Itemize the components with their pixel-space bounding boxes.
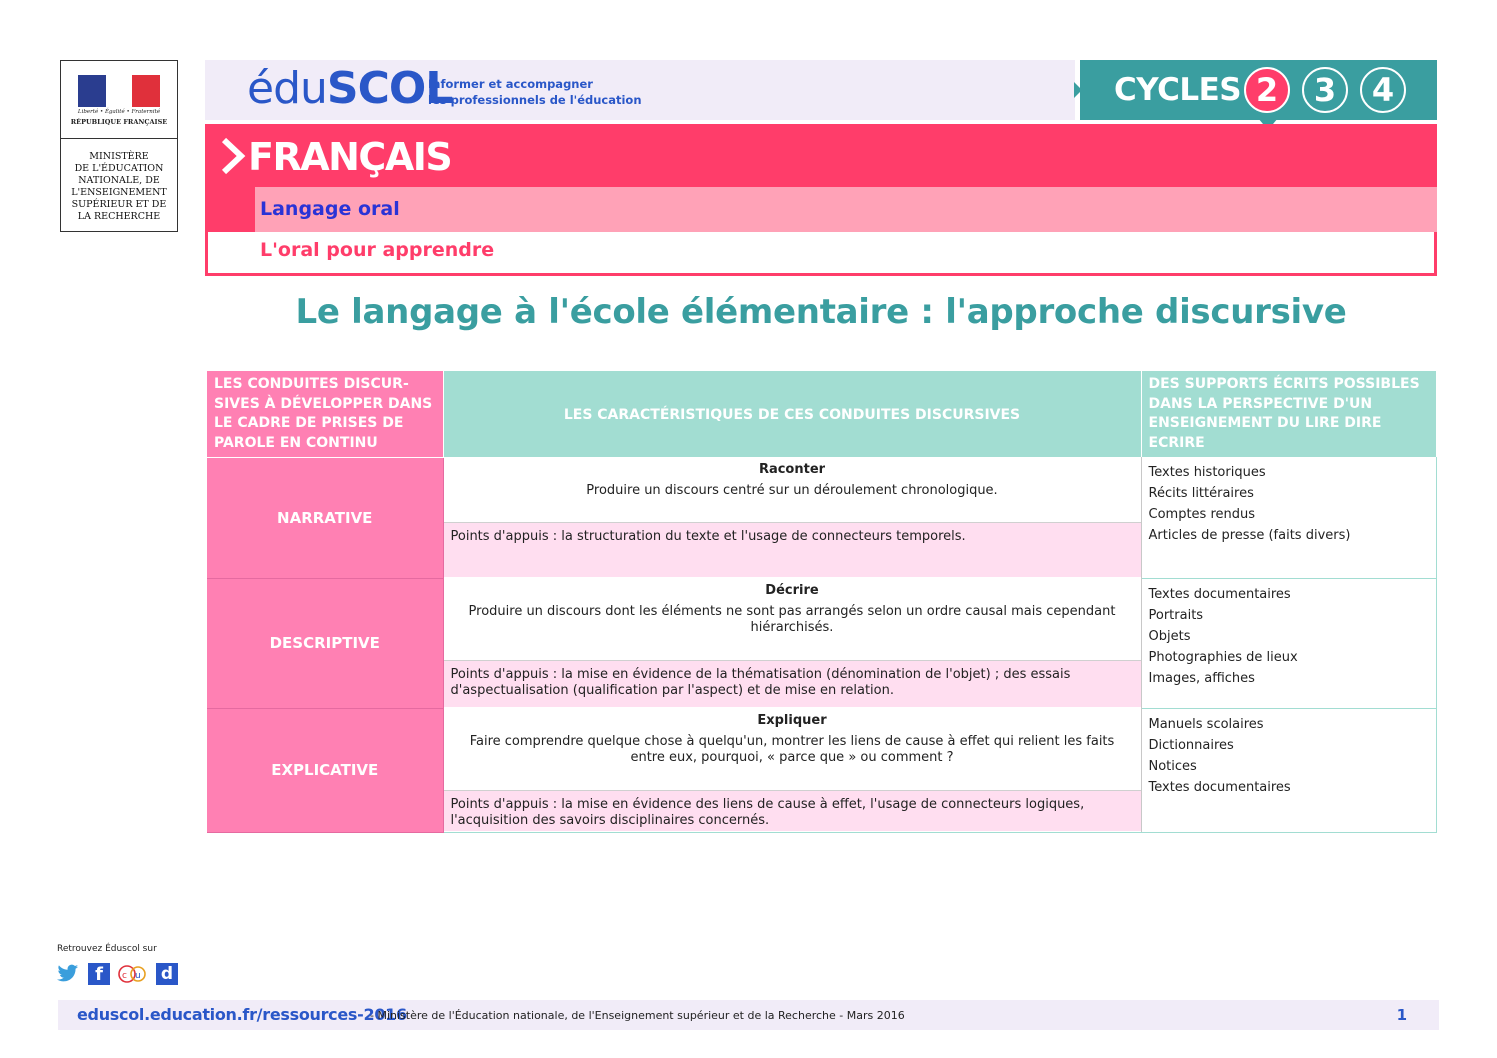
caracteristiques-cell — [443, 457, 1141, 578]
table-row — [207, 457, 1436, 578]
verb-label: Raconter — [758, 462, 826, 477]
support-item: Articles de presse (faits divers) — [1148, 528, 1351, 543]
republic-motto: Liberté • Égalité • Fraternité — [77, 109, 161, 115]
ministry-logo — [60, 60, 178, 232]
support-item: Objets — [1148, 628, 1191, 644]
cycle-3-badge[interactable]: 3 — [1302, 67, 1348, 113]
definition-text: Produire un discours centré sur un déroulement chronologique. — [586, 483, 998, 498]
marianne-flag-icon — [78, 75, 160, 107]
chevron-right-icon — [220, 137, 246, 175]
footer — [58, 1000, 1439, 1030]
table-row — [207, 708, 1436, 832]
caracteristiques-cell — [443, 578, 1141, 708]
subject-title: FRANÇAIS — [248, 135, 452, 179]
svg-text:u: u — [135, 971, 141, 981]
verb-label: Expliquer — [757, 713, 827, 728]
subject-theme — [255, 187, 1437, 232]
support-item: Portraits — [1148, 607, 1204, 623]
support-item: Notices — [1148, 758, 1197, 774]
conduite-explicative: EXPLICATIVE — [207, 708, 443, 832]
verb-label: Décrire — [765, 583, 819, 598]
definition-block — [444, 708, 1141, 791]
cu-icon[interactable] — [117, 963, 147, 985]
definition-block — [444, 457, 1141, 523]
page-number: 1 — [1396, 1006, 1407, 1024]
eduscol-logo[interactable]: éduSCOL — [247, 63, 453, 114]
cycles-selector — [1080, 60, 1437, 120]
header-conduites: LES CONDUITES DISCUR- SIVES À DÉVELOPPER DANS LE CADRE DE PRISES DE PAROLE EN CONTINU — [207, 371, 443, 457]
subject-band — [205, 124, 1437, 276]
support-item: Photographies de lieux — [1148, 649, 1298, 665]
header-supports: DES SUPPORTS ÉCRITS POSSIBLES DANS LA PERSPECTIVE D'UN ENSEIGNEMENT DU LIRE DIRE ECRIRE — [1141, 371, 1436, 457]
support-item: Récits littéraires — [1148, 486, 1254, 501]
eduscol-header — [205, 60, 1075, 120]
twitter-icon[interactable] — [57, 963, 79, 985]
retrouvez-label: Retrouvez Éduscol sur — [57, 944, 157, 954]
supports-cell — [1141, 578, 1436, 708]
support-item: Textes historiques — [1148, 465, 1266, 480]
caracteristiques-cell — [443, 708, 1141, 832]
definition-block — [444, 578, 1141, 661]
page-title: Le langage à l'école élémentaire : l'approche discursive — [295, 292, 1347, 332]
points-appui: Points d'appuis : la mise en évidence de la thématisation (dénomination de l'objet) ; des essais d'aspectualisation (qualification par l'aspect) et de mise en relation. — [444, 661, 1141, 707]
support-item: Comptes rendus — [1148, 507, 1256, 522]
header-caracteristiques: LES CARACTÉRISTIQUES DE CES CONDUITES DISCURSIVES — [443, 371, 1141, 457]
cycle-2-badge[interactable]: 2 — [1244, 67, 1290, 113]
subject-theme-spacer — [208, 187, 255, 232]
dailymotion-icon[interactable]: d — [156, 963, 178, 985]
definition-text: Faire comprendre quelque chose à quelqu'un, montrer les liens de cause à effet qui relient les faits entre eux, pourquoi, « parce que » ou comment ? — [469, 734, 1115, 765]
conduite-narrative: NARRATIVE — [207, 457, 443, 578]
support-item: Dictionnaires — [1148, 737, 1234, 753]
points-appui: Points d'appuis : la structuration du texte et l'usage de connecteurs temporels. — [444, 523, 1141, 577]
support-item: Images, affiches — [1148, 670, 1255, 686]
support-item: Textes documentaires — [1148, 586, 1291, 602]
subject-subtheme: L'oral pour apprendre — [260, 239, 495, 261]
table-header-row — [207, 371, 1436, 457]
supports-cell — [1141, 457, 1436, 578]
subject-header — [208, 124, 1437, 187]
footer-credits: - Ministère de l'Éducation nationale, de l'Enseignement supérieur et de la Recherche - Mars 2016 — [370, 1009, 905, 1022]
support-item: Manuels scolaires — [1148, 716, 1264, 732]
facebook-icon[interactable]: f — [88, 963, 110, 985]
definition-text: Produire un discours dont les éléments ne sont pas arrangés selon un ordre causal mais cependant hiérarchisés. — [468, 604, 1116, 635]
table-row — [207, 578, 1436, 708]
republic-name: RÉPUBLIQUE FRANÇAISE — [70, 118, 168, 126]
eduscol-tagline: Informer et accompagner les professionnels de l'éducation — [428, 77, 642, 107]
points-appui: Points d'appuis : la mise en évidence des liens de cause à effet, l'usage de connecteurs logiques, l'acquisition des savoirs disciplinaires concernés. — [444, 791, 1141, 831]
cycles-label: CYCLES — [1114, 72, 1242, 108]
svg-text:c: c — [122, 971, 127, 981]
supports-cell — [1141, 708, 1436, 832]
discursive-table — [207, 371, 1437, 833]
footer-url-link[interactable]: eduscol.education.fr/ressources-2016 — [77, 1005, 407, 1024]
conduite-descriptive: DESCRIPTIVE — [207, 578, 443, 708]
cycle-4-badge[interactable]: 4 — [1360, 67, 1406, 113]
ministry-name: MINISTÈRE DE L'ÉDUCATION NATIONALE, DE L'ENSEIGNEMENT SUPÉRIEUR ET DE LA RECHERCHE — [71, 151, 167, 222]
support-item: Textes documentaires — [1148, 779, 1291, 795]
subject-theme-label: Langage oral — [260, 198, 400, 220]
